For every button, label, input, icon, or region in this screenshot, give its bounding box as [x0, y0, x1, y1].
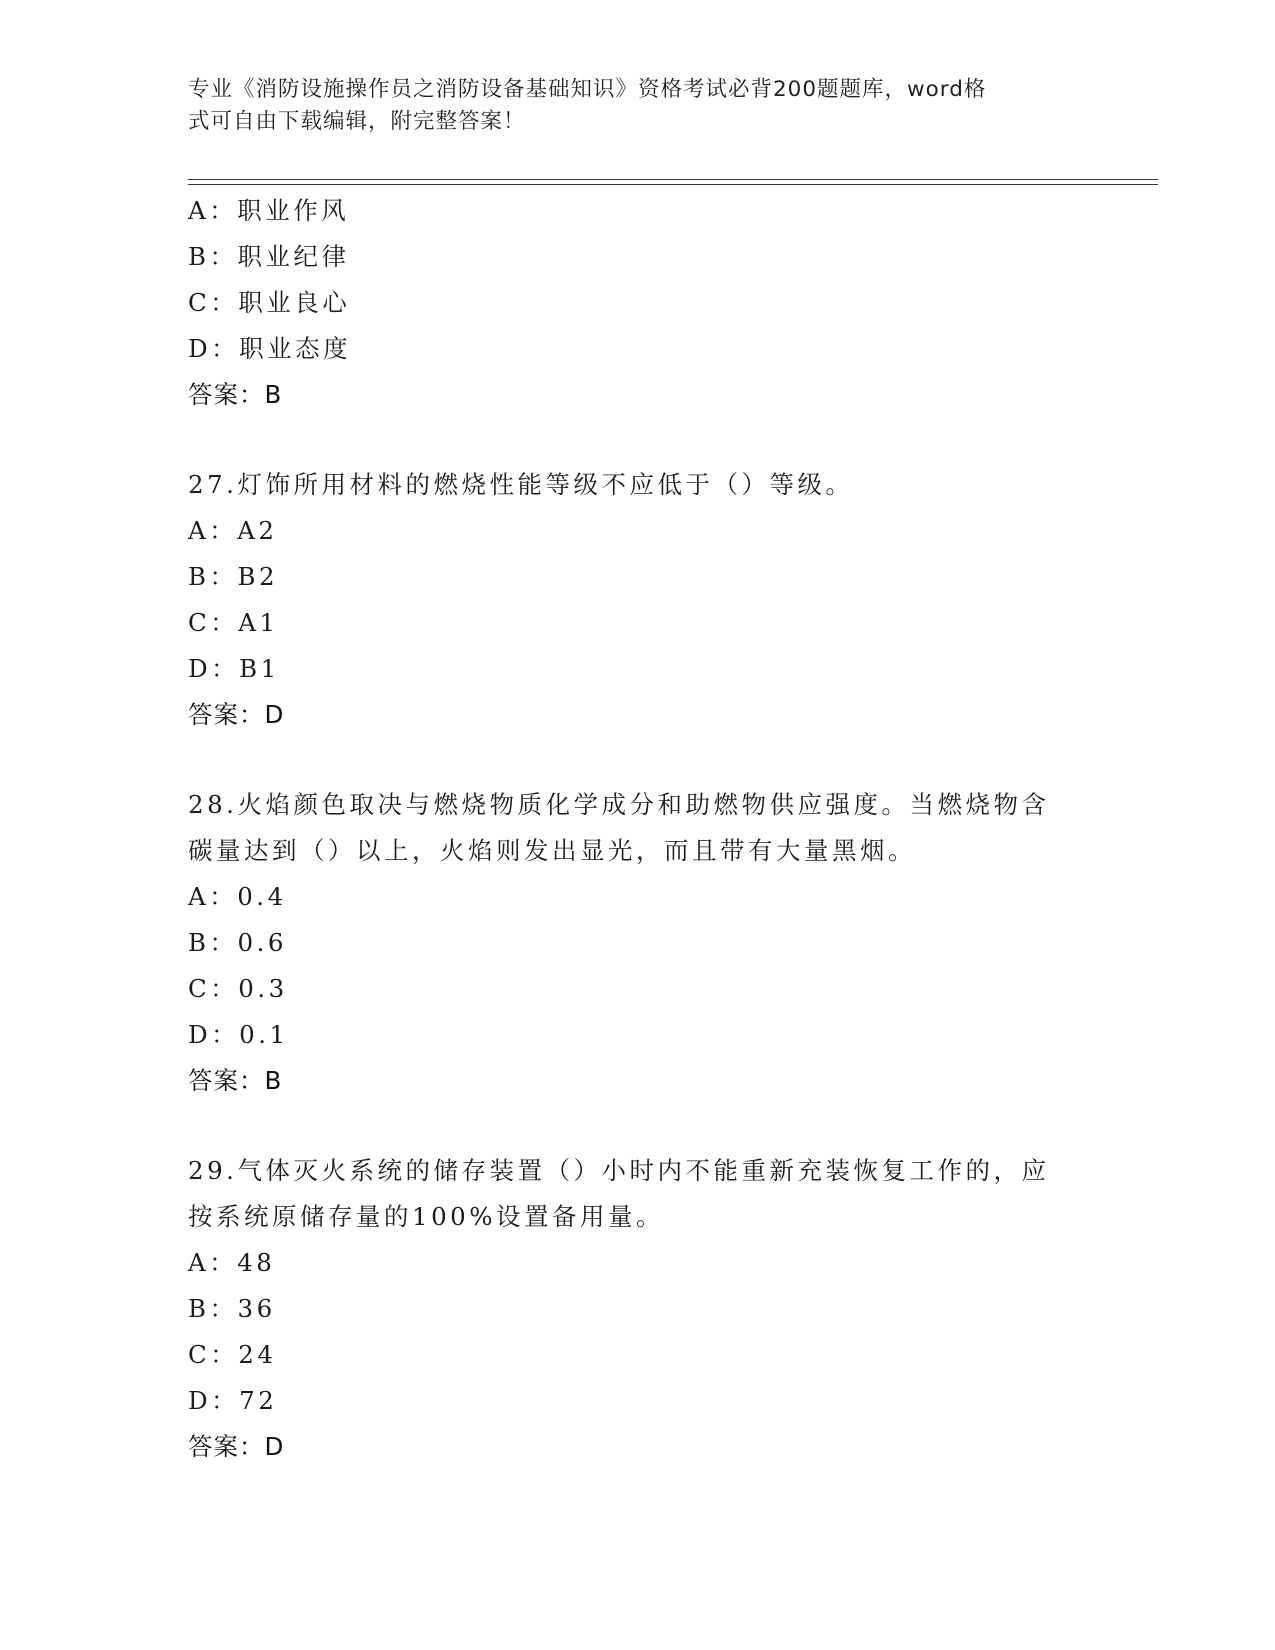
option-d: D：72: [188, 1386, 278, 1415]
question-stem-line-2: 碳量达到（）以上，火焰则发出显光，而且带有大量黑烟。: [188, 836, 916, 865]
option-d: D：职业态度: [188, 334, 352, 363]
question-26: [188, 188, 1088, 418]
question-28: [188, 782, 1088, 1104]
document-header: [188, 74, 1068, 138]
option-c: C：0.3: [188, 974, 288, 1003]
question-29: [188, 1148, 1088, 1470]
option-b: B：0.6: [188, 928, 287, 957]
option-d: D：0.1: [188, 1020, 289, 1049]
question-spacer: [188, 1104, 1088, 1148]
option-c: C：A1: [188, 608, 279, 637]
header-divider-top: [188, 179, 1158, 180]
option-b: B：36: [188, 1294, 276, 1323]
option-b: B：职业纪律: [188, 242, 350, 271]
answer-line: 答案：D: [188, 700, 285, 729]
option-d: D：B1: [188, 654, 280, 683]
answer-line: 答案：B: [188, 380, 283, 409]
question-list: [188, 188, 1088, 1470]
option-c: C：24: [188, 1340, 277, 1369]
answer-line: 答案：D: [188, 1432, 285, 1461]
question-spacer: [188, 418, 1088, 462]
header-line-1: 专业《消防设施操作员之消防设备基础知识》资格考试必背200题题库，word格: [188, 77, 987, 102]
option-a: A：A2: [188, 516, 278, 545]
option-a: A：48: [188, 1248, 276, 1277]
answer-line: 答案：B: [188, 1066, 283, 1095]
option-b: B：B2: [188, 562, 279, 591]
question-stem-line-2: 按系统原储存量的100%设置备用量。: [188, 1202, 665, 1231]
question-stem: 27.灯饰所用材料的燃烧性能等级不应低于（）等级。: [188, 470, 854, 499]
header-divider-bottom: [188, 184, 1158, 185]
option-a: A：0.4: [188, 882, 287, 911]
question-stem-line-1: 29.气体灭火系统的储存装置（）小时内不能重新充装恢复工作的，应: [188, 1156, 1050, 1185]
header-line-2: 式可自由下载编辑，附完整答案！: [188, 109, 526, 134]
question-stem-line-1: 28.火焰颜色取决与燃烧物质化学成分和助燃物供应强度。当燃烧物含: [188, 790, 1050, 819]
question-27: [188, 462, 1088, 738]
option-a: A：职业作风: [188, 196, 350, 225]
option-c: C：职业良心: [188, 288, 351, 317]
question-spacer: [188, 738, 1088, 782]
